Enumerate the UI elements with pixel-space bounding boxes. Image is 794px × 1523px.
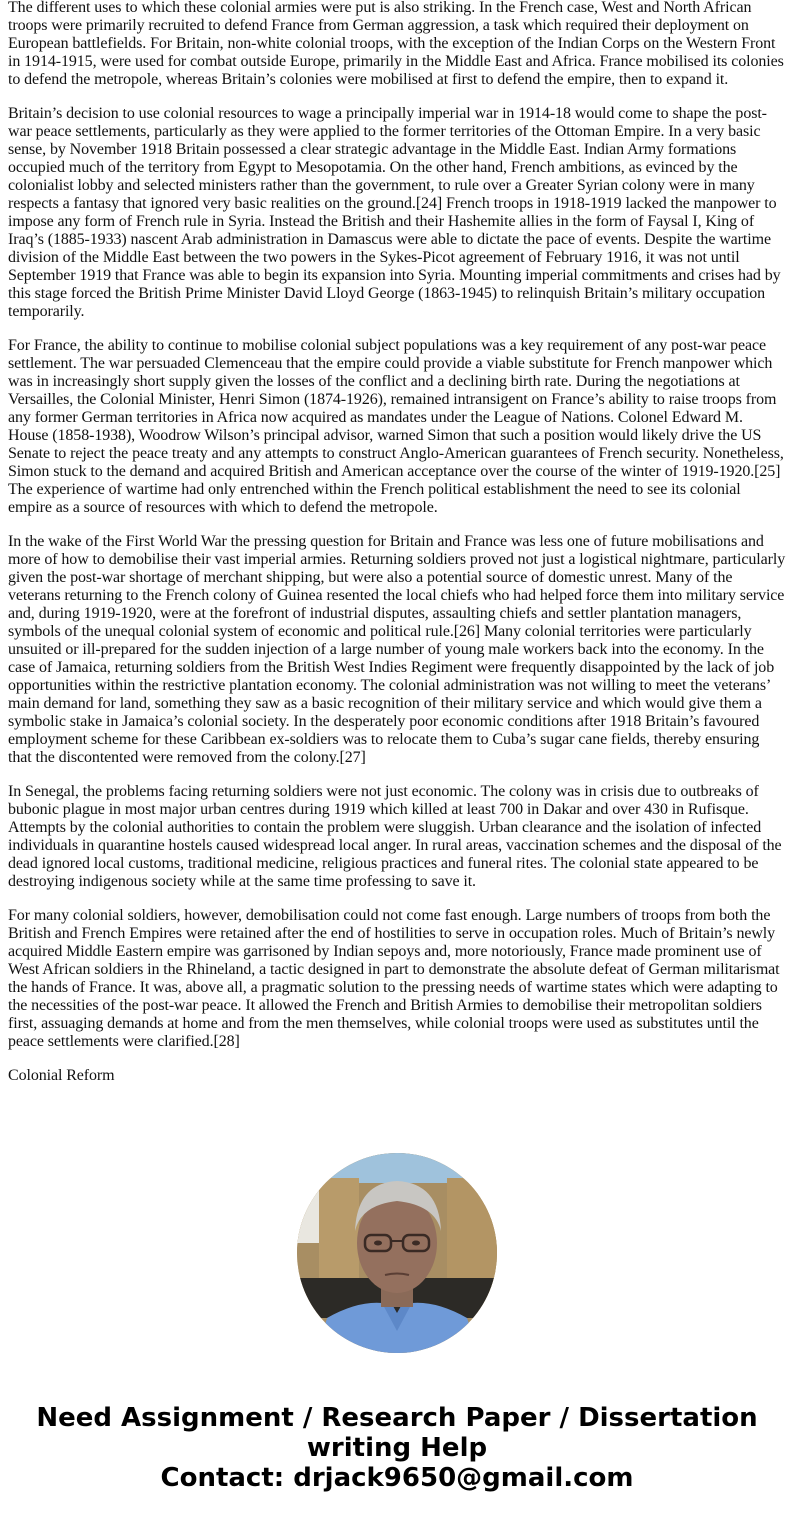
- paragraph-truncated: [8, 1101, 786, 1119]
- paragraph-occupation-roles: For many colonial soldiers, however, demobilisation could not come fast enough. Large numbers of troops from both the British and French Empires were retained after the end of hostilities to serve in occupation roles. Much of Britain’s newly acquired Middle Eastern empire was garrisoned by Indian sepoys and, more notoriously, France made prominent use of West African soldiers in the Rhineland, a tactic designed in part to demonstrate the absolute defeat of German militarismat the hands of France. It was, above all, a pragmatic solution to the pressing needs of wartime states which were adapting to the necessities of the post-war peace. It allowed the French and British Armies to demobilise their metropolitan soldiers first, assuaging demands at home and from the men themselves, while colonial troops were used as substitutes until the peace settlements were clarified.[28]: [8, 907, 780, 1050]
- promo-headline: Need Assignment / Research Paper / Dissertation: [36, 1403, 758, 1433]
- paragraph-post-war-settlements: Britain’s decision to use colonial resources to wage a principally imperial war in 1914-18 would come to shape the post-war peace settlements, particularly as they were applied to the former territories of the Ottoman Empire. In a very basic sense, by November 1918 Britain possessed a clear strategic advantage in the Middle East. Indian Army formations occupied much of the territory from Egypt to Mesopotamia. On the other hand, French ambitions, as evinced by the colonialist lobby and selected ministers rather than the government, to rule over a Greater Syrian colony were in many respects a fantasy that ignored very basic realities on the ground.[24] French troops in 1918-1919 lacked the manpower to impose any form of French rule in Syria. Instead the British and their Hashemite allies in the form of Faysal I, King of Iraq’s (1885-1933) nascent Arab administration in Damascus were able to dictate the pace of events. Despite the wartime division of the Middle East between the two powers in the Sykes-Picot agreement of February 1916, it was not until September 1919 that France was able to begin its expansion into Syria. Mounting imperial commitments and crises had by this stage forced the British Prime Minister David Lloyd George (1863-1945) to relinquish Britain’s military occupation temporarily.: [8, 105, 781, 320]
- avatar: [297, 1153, 497, 1353]
- paragraph-france-mobilisation: For France, the ability to continue to mobilise colonial subject populations was a key requirement of any post-war peace settlement. The war persuaded Clemenceau that the empire could provide a viable substitute for French manpower which was in increasingly short supply given the losses of the conflict and a declining birth rate. During the negotiations at Versailles, the Colonial Minister, Henri Simon (1874-1926), remained intransigent on France’s ability to raise troops from any former German territories in Africa now acquired as mandates under the League of Nations. Colonel Edward M. House (1858-1938), Woodrow Wilson’s principal advisor, warned Simon that such a position would likely drive the US Senate to reject the peace treaty and any attempts to construct Anglo-American guarantees of French security. Nonetheless, Simon stuck to the demand and acquired British and American acceptance over the course of the winter of 1919-1920.[25] The experience of wartime had only entrenched within the French political establishment the need to see its colonial empire as a source of resources with which to defend the metropole.: [8, 337, 784, 516]
- contact-banner: [0, 1403, 794, 1493]
- paragraph-senegal: In Senegal, the problems facing returning soldiers were not just economic. The colony was in crisis due to outbreaks of bubonic plague in most major urban centres during 1919 which killed at least 700 in Dakar and over 430 in Rufisque. Attempts by the colonial authorities to contain the problem were sluggish. Urban clearance and the isolation of infected individuals in quarantine hostels caused widespread local anger. In rural areas, vaccination schemes and the disposal of the dead ignored local customs, traditional medicine, religious practices and funeral rites. The colonial state appeared to be destroying indigenous society while at the same time professing to save it.: [8, 783, 782, 890]
- section-heading: Colonial Reform: [8, 1067, 115, 1084]
- contact-email: Contact: drjack9650@gmail.com: [160, 1463, 634, 1493]
- promo-subheadline: writing Help: [306, 1433, 488, 1463]
- paragraph-demobilisation: In the wake of the First World War the pressing question for Britain and France was less one of future mobilisations and more of how to demobilise their vast imperial armies. Returning soldiers proved not just a logistical nightmare, particularly given the post-war shortage of merchant shipping, but were also a potential source of domestic unrest. Many of the veterans returning to the French colony of Guinea resented the local chiefs who had helped force them into military service and, during 1919-1920, were at the forefront of industrial disputes, assaulting chiefs and settler plantation managers, symbols of the unequal colonial system of economic and political rule.[26] Many colonial territories were particularly unsuited or ill-prepared for the sudden injection of a large number of young male workers back into the economy. In the case of Jamaica, returning soldiers from the British West Indies Regiment were frequently disappointed by the lack of job opportunities within the restrictive plantation economy. The colonial administration was not willing to meet the veterans’ main demand for land, something they saw as a basic recognition of their military service and which would give them a symbolic stake in Jamaica’s colonial society. In the desperately poor economic conditions after 1918 Britain’s favoured employment scheme for these Caribbean ex-soldiers was to relocate them to Cuba’s sugar cane fields, thereby ensuring that the discontented were removed from the colony.[27]: [8, 533, 786, 766]
- author-photo-icon: [297, 1153, 497, 1353]
- paragraph-colonial-armies-uses: The different uses to which these colonial armies were put is also striking. In the French case, West and North African troops were primarily recruited to defend France from German aggression, a task which required their deployment on European battlefields. For Britain, non-white colonial troops, with the exception of the Indian Corps on the Western Front in 1914-1915, were used for combat outside Europe, primarily in the Middle East and Africa. France mobilised its colonies to defend the metropole, whereas Britain’s colonies were mobilised at first to defend the empire, then to expand it.: [8, 0, 784, 88]
